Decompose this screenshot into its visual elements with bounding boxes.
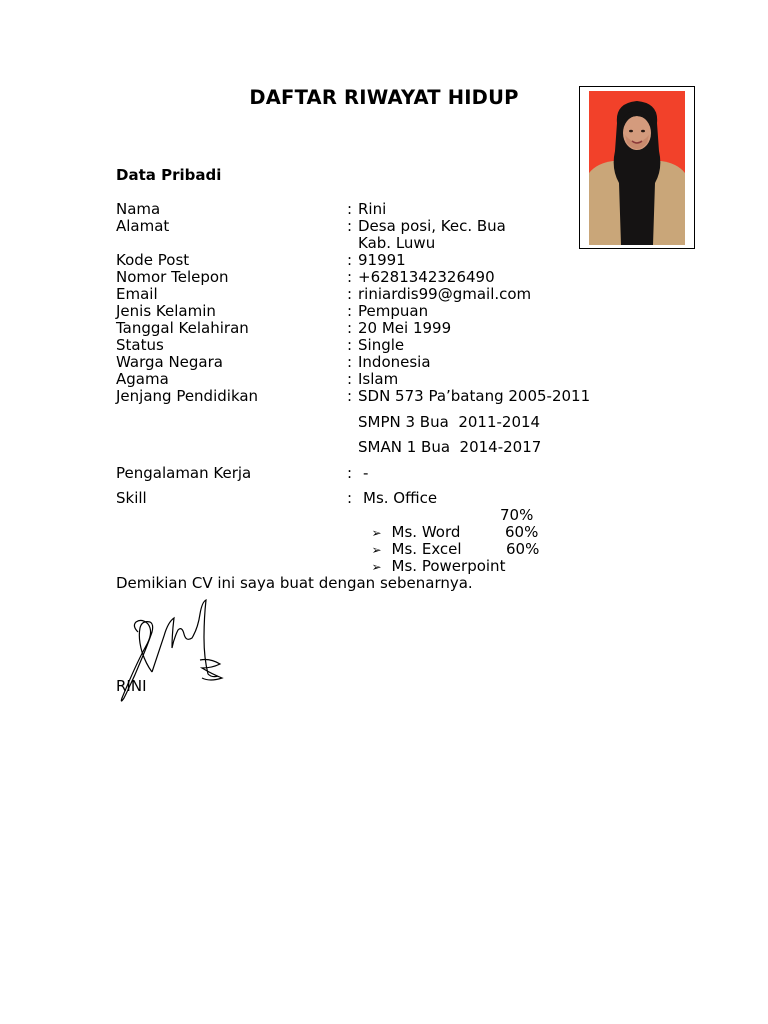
profile-photo	[589, 91, 685, 245]
field-value: Indonesia	[358, 353, 431, 371]
field-value: Pempuan	[358, 302, 429, 320]
experience-label: Pengalaman Kerja	[116, 464, 252, 482]
colon: :	[347, 251, 353, 269]
skill-percent: 60%	[506, 540, 540, 558]
colon: :	[347, 370, 353, 388]
colon: :	[347, 319, 353, 337]
field-label: Warga Negara	[116, 353, 223, 371]
experience-value: -	[363, 464, 369, 482]
colon: :	[347, 464, 362, 482]
field-value: Islam	[358, 370, 399, 388]
field-value: 20 Mei 1999	[358, 319, 452, 337]
field-value: Single	[358, 336, 405, 354]
colon: :	[347, 353, 353, 371]
field-label: Status	[116, 336, 164, 354]
skill-label: Skill	[116, 489, 147, 507]
arrow-bullet-icon: ➢	[371, 543, 382, 557]
signature-name: RINI	[116, 677, 147, 695]
field-label: Alamat	[116, 217, 170, 235]
field-value: riniardis99@gmail.com	[358, 285, 532, 303]
colon: :	[347, 489, 353, 507]
field-value: Kab. Luwu	[358, 234, 436, 252]
field-value: Desa posi, Kec. Bua	[358, 217, 506, 235]
field-label: Jenjang Pendidikan	[116, 387, 259, 405]
skill-item: ➢ Ms. Powerpoint	[371, 557, 506, 575]
skill-value: Ms. Office	[363, 489, 438, 507]
skill-percent: 70%	[500, 506, 534, 524]
field-label: Nama	[116, 200, 161, 218]
colon: :	[347, 200, 353, 218]
field-label: Kode Post	[116, 251, 190, 269]
field-value: SDN 573 Pa’batang 2005-2011	[358, 387, 591, 405]
section-title: Data Pribadi	[116, 166, 222, 184]
colon: :	[347, 217, 353, 235]
colon: :	[347, 387, 353, 405]
colon: :	[347, 302, 353, 320]
education-entry: SMPN 3 Bua 2011-2014	[358, 413, 541, 431]
education-entry: SMAN 1 Bua 2014-2017	[358, 438, 542, 456]
arrow-bullet-icon: ➢	[371, 526, 382, 540]
colon: :	[347, 285, 353, 303]
skill-item: ➢ Ms. Word	[371, 523, 461, 541]
colon: :	[347, 336, 353, 354]
arrow-bullet-icon: ➢	[371, 560, 382, 574]
skill-percent: 60%	[505, 523, 539, 541]
field-value: 91991	[358, 251, 406, 269]
closing-statement: Demikian CV ini saya buat dengan sebenarnya.	[116, 574, 473, 592]
field-label: Nomor Telepon	[116, 268, 229, 286]
field-label: Jenis Kelamin	[116, 302, 216, 320]
field-value: Rini	[358, 200, 387, 218]
field-label: Tanggal Kelahiran	[116, 319, 249, 337]
skill-item: ➢ Ms. Excel	[371, 540, 462, 558]
field-label: Agama	[116, 370, 169, 388]
field-value: +6281342326490	[358, 268, 495, 286]
field-label: Email	[116, 285, 158, 303]
colon: :	[347, 268, 353, 286]
document-title: DAFTAR RIWAYAT HIDUP	[249, 86, 519, 109]
profile-photo-frame	[579, 86, 695, 249]
